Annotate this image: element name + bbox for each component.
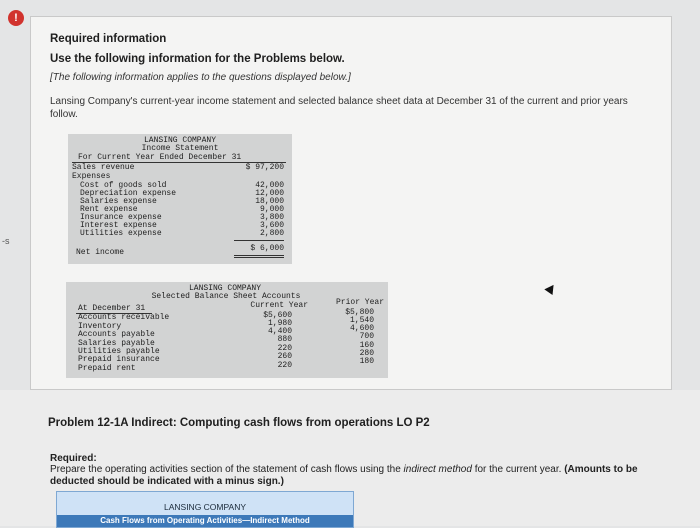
current-value: 220 — [277, 361, 292, 370]
answer-company: LANSING COMPANY — [163, 502, 247, 512]
expenses-label: Expenses — [72, 172, 111, 181]
answer-table — [56, 491, 354, 528]
income-title: Income Statement — [141, 144, 219, 153]
sales-value: $ 97,200 — [245, 163, 284, 172]
problem-title: Problem 12-1A Indirect: Computing cash flows from operations LO P2 — [48, 417, 430, 429]
divider — [234, 240, 284, 241]
instruction-tail: for the current year. — [474, 464, 562, 475]
expense-value: 3,800 — [259, 213, 284, 222]
prior-value: 280 — [359, 349, 374, 358]
expense-label: Salaries expense — [80, 197, 157, 206]
account-label: Accounts receivable — [78, 313, 170, 322]
sales-label: Sales revenue — [72, 163, 135, 172]
current-value: 220 — [277, 344, 292, 353]
income-statement — [68, 134, 292, 264]
required-instructions — [50, 464, 670, 488]
balance-sheet — [66, 282, 388, 378]
prior-value: $5,800 — [345, 308, 374, 317]
expense-label: Interest expense — [80, 221, 157, 230]
expense-value: 42,000 — [255, 181, 284, 190]
expense-value: 3,600 — [259, 221, 284, 230]
instruction-text: Prepare the operating activities section of the statement of cash flows using the — [50, 464, 401, 475]
account-label: Inventory — [78, 322, 122, 331]
prior-value: 4,600 — [349, 324, 374, 333]
account-label: Salaries payable — [78, 339, 155, 348]
divider — [234, 257, 284, 258]
instructions-heading: Use the following information for the Problems below. — [50, 53, 345, 65]
net-income-label: Net income — [76, 248, 125, 257]
current-value: 1,980 — [267, 319, 292, 328]
expense-value: 12,000 — [255, 189, 284, 198]
expense-label: Cost of goods sold — [80, 181, 167, 190]
expense-label: Utilities expense — [80, 229, 162, 238]
instruction-italic: indirect method — [403, 464, 472, 475]
current-value: 260 — [277, 352, 292, 361]
answer-subtitle: Cash Flows from Operating Activities—Indirect Method — [57, 515, 353, 527]
current-value: $5,600 — [263, 311, 292, 320]
prior-year-header: Prior Year — [335, 298, 384, 307]
expense-value: 9,000 — [259, 205, 284, 214]
divider — [234, 255, 284, 256]
balance-title: Selected Balance Sheet Accounts — [151, 292, 301, 301]
account-label: Accounts payable — [78, 330, 155, 339]
prior-value: 1,540 — [349, 316, 374, 325]
current-value: 880 — [277, 335, 292, 344]
account-label: Utilities payable — [78, 347, 160, 356]
expense-label: Rent expense — [80, 205, 138, 214]
balance-company: LANSING COMPANY — [188, 284, 261, 293]
instruction-bold: (Amounts to be deducted should be indicated with a minus sign.) — [50, 464, 638, 487]
current-value: 4,400 — [267, 327, 292, 336]
prior-value: 700 — [359, 332, 374, 341]
prior-value: 180 — [359, 357, 374, 366]
expense-label: Insurance expense — [80, 213, 162, 222]
expense-label: Depreciation expense — [80, 189, 177, 198]
alert-icon[interactable]: ! — [8, 10, 24, 26]
prior-value: 160 — [359, 341, 374, 350]
current-year-header: Current Year — [250, 301, 308, 310]
account-label: Prepaid insurance — [78, 355, 160, 364]
applies-note: [The following information applies to the questions displayed below.] — [50, 72, 351, 83]
intro-text: Lansing Company's current-year income statement and selected balance sheet data at December 31 of the current and prior years follow. — [50, 96, 628, 120]
income-period: For Current Year Ended December 31 — [78, 153, 242, 162]
date-label: At December 31 — [78, 304, 146, 313]
account-label: Prepaid rent — [78, 364, 136, 373]
required-info-heading: Required information — [50, 33, 167, 45]
net-income-value: $ 6,000 — [250, 244, 284, 253]
edge-text: -s — [2, 236, 10, 246]
expense-value: 2,800 — [259, 229, 284, 238]
income-company: LANSING COMPANY — [143, 136, 216, 145]
expense-value: 18,000 — [255, 197, 284, 206]
required-label: Required: — [50, 453, 97, 464]
